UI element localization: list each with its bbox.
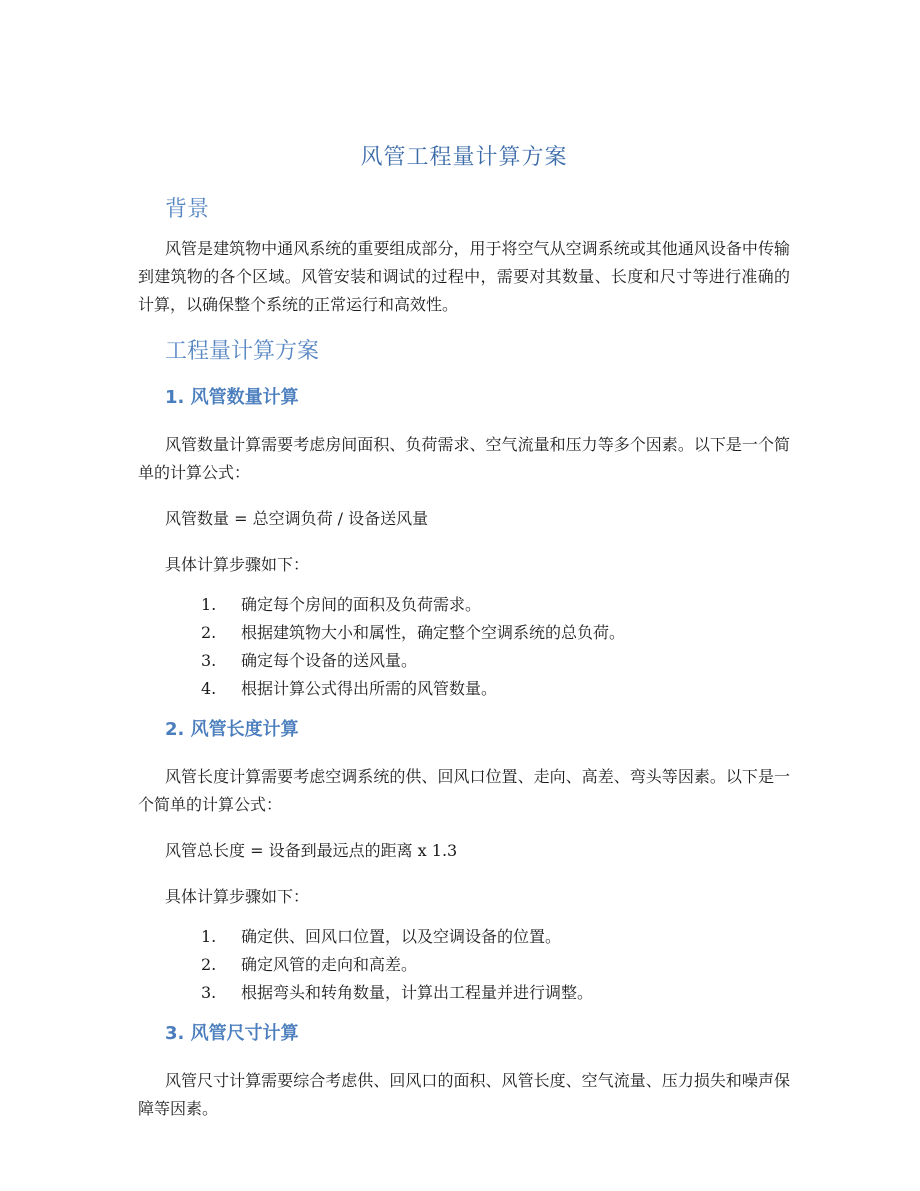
subsection-heading-quantity: 1. 风管数量计算 [165,387,299,408]
list-item-text: 确定每个设备的送风量。 [241,651,418,670]
list-item-number: 3. [201,651,217,670]
list-item-text: 确定风管的走向和高差。 [241,955,418,974]
section-heading-background: 背景 [165,197,210,222]
list-item-number: 2. [201,623,217,642]
list-item-number: 2. [201,955,217,974]
quantity-intro: 风管数量计算需要考虑房间面积、负荷需求、空气流量和压力等多个因素。以下是一个简单的计算公式： [138,435,790,482]
list-item-text: 根据计算公式得出所需的风管数量。 [241,679,498,698]
size-intro: 风管尺寸计算需要综合考虑供、回风口的面积、风管长度、空气流量、压力损失和噪声保障等因素。 [138,1071,790,1118]
quantity-steps-label: 具体计算步骤如下： [165,555,310,574]
length-formula: 风管总长度 = 设备到最远点的距离 x 1.3 [165,841,458,860]
list-item [138,979,790,1007]
length-steps-label: 具体计算步骤如下： [165,887,310,906]
list-item-number: 4. [201,679,217,698]
subsection-heading-length: 2. 风管长度计算 [165,719,299,740]
list-item-text: 确定供、回风口位置，以及空调设备的位置。 [241,927,562,946]
list-item [138,675,790,703]
list-item-number: 3. [201,983,217,1002]
list-item-text: 确定每个房间的面积及负荷需求。 [241,595,482,614]
list-item-number: 1. [201,927,217,946]
length-intro: 风管长度计算需要考虑空调系统的供、回风口位置、走向、高差、弯头等因素。以下是一个简单的计算公式： [138,767,790,814]
document-title: 风管工程量计算方案 [360,145,568,170]
list-item-number: 1. [201,595,217,614]
list-item [138,923,790,951]
list-item-text: 根据弯头和转角数量，计算出工程量并进行调整。 [241,983,594,1002]
quantity-steps-list [138,591,790,703]
length-steps-list [138,923,790,1007]
list-item [138,591,790,619]
quantity-formula: 风管数量 = 总空调负荷 / 设备送风量 [165,509,429,528]
subsection-heading-size: 3. 风管尺寸计算 [165,1023,299,1044]
list-item [138,647,790,675]
document-body [138,140,790,1141]
section-heading-plan: 工程量计算方案 [165,339,320,364]
list-item-text: 根据建筑物大小和属性，确定整个空调系统的总负荷。 [241,623,626,642]
list-item [138,619,790,647]
list-item [138,951,790,979]
background-paragraph: 风管是建筑物中通风系统的重要组成部分，用于将空气从空调系统或其他通风设备中传输到建筑物的各个区域。风管安装和调试的过程中，需要对其数量、长度和尺寸等进行准确的计算，以确保整个系统的正常运行和高效性。 [138,239,790,314]
